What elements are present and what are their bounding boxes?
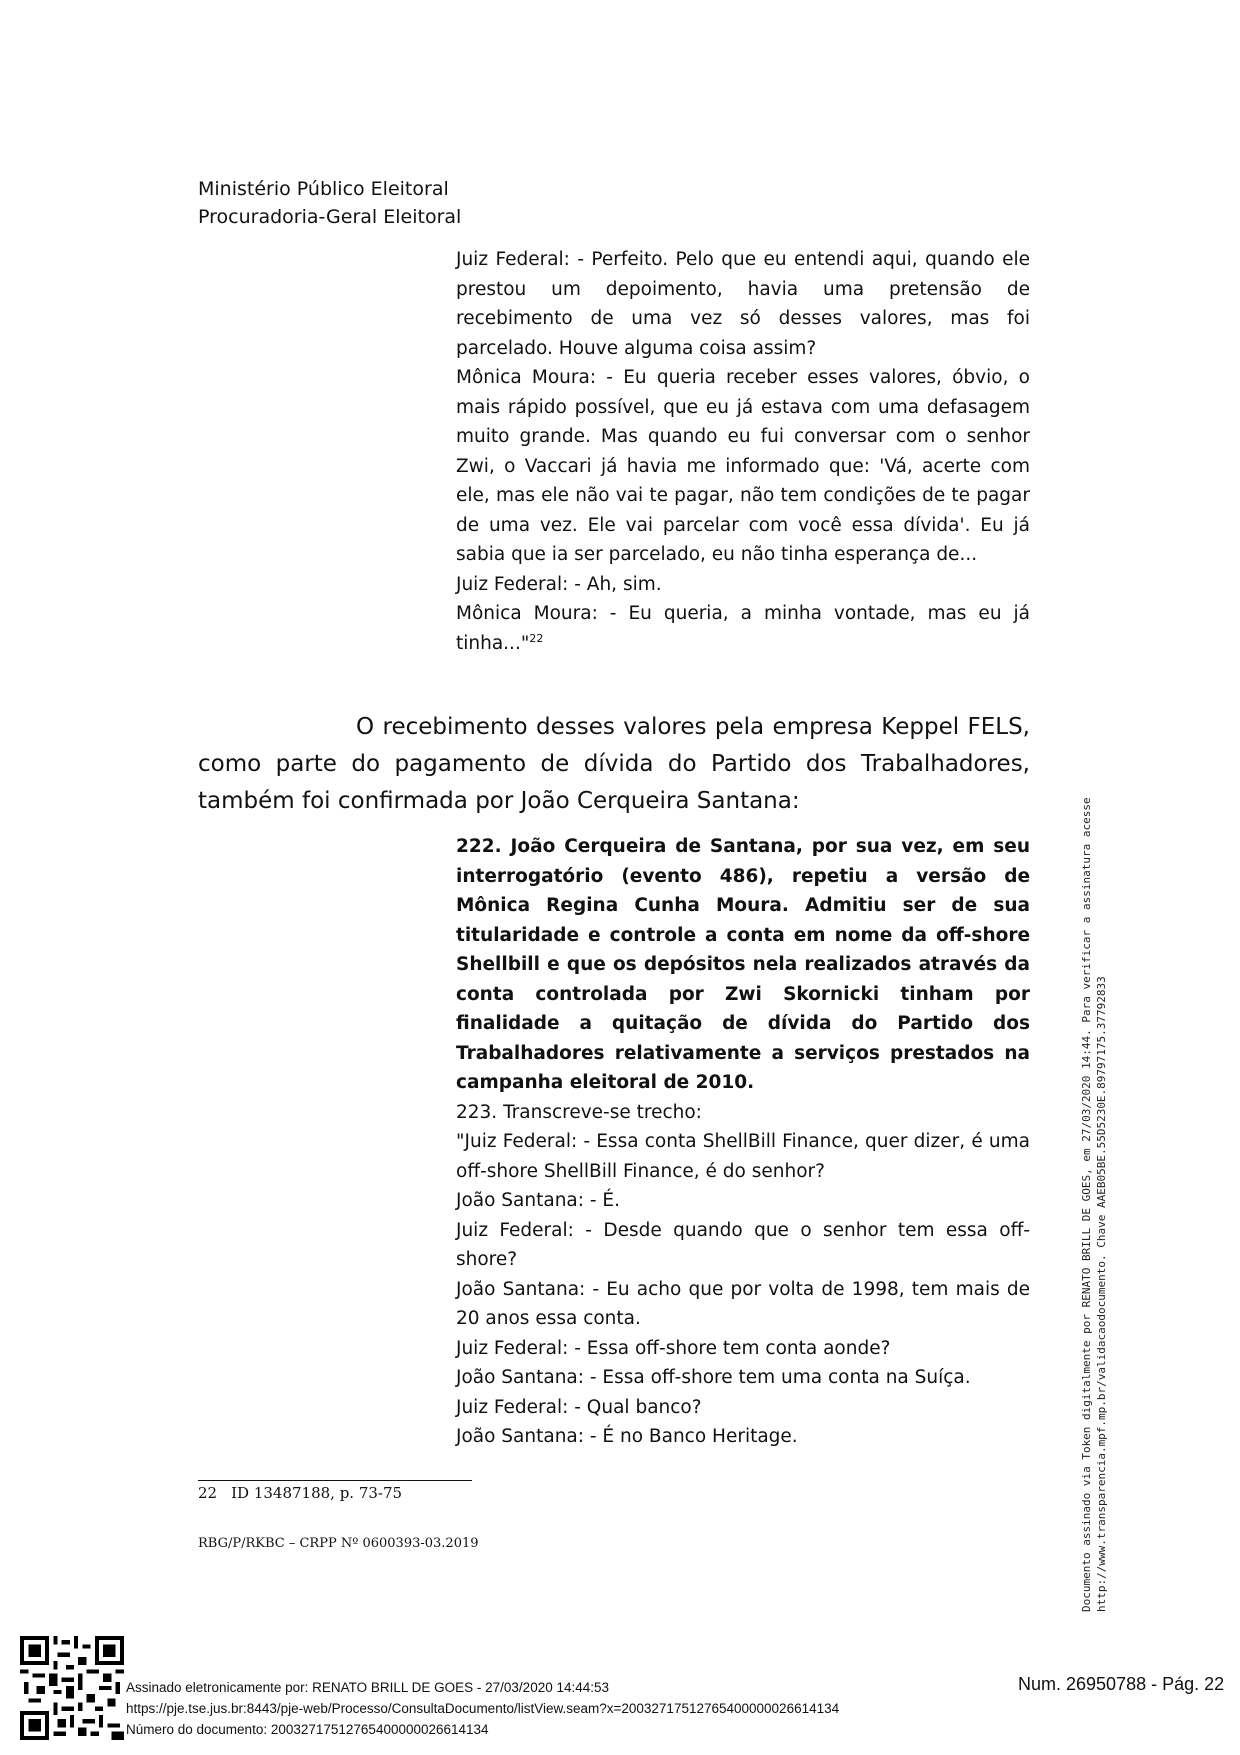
quote-line: Juiz Federal: - Desde quando que o senhor tem essa off-shore?: [456, 1219, 1030, 1270]
quote-paragraph: Juiz Federal: - Perfeito. Pelo que eu entendi aqui, quando ele prestou um depoimento, havia uma pretensão de recebimento de uma vez só desses valores, mas foi parcelado. Houve alguma coisa assim?: [456, 249, 1030, 359]
electronic-signature-info: [126, 1677, 839, 1740]
quote-paragraph: Mônica Moura: - Eu queria receber esses valores, óbvio, o mais rápido possível, que eu já estava com uma defasagem muito grande. Mas quando eu fui conversar com o senhor Zwi, o Vaccari já havia me informado que: 'Vá, acerte com ele, mas ele não vai te pagar, não tem condições de te pagar de uma vez. Ele vai parcelar com você essa dívida'. Eu já sabia que ia ser parcelado, eu não tinha esperança de...: [456, 367, 1030, 565]
qr-code-icon: [20, 1636, 124, 1740]
quote-line: "Juiz Federal: - Essa conta ShellBill Finance, quer dizer, é uma off-shore ShellBill Finance, é do senhor?: [456, 1131, 1030, 1182]
quote-line: Juiz Federal: - Essa off-shore tem conta aonde?: [456, 1337, 891, 1359]
footnote-reference: 22: [529, 631, 544, 645]
quote-bold-paragraph: 222. João Cerqueira de Santana, por sua vez, em seu interrogatório (evento 486), repetiu a versão de Mônica Regina Cunha Moura. Admitiu ser de sua titularidade e controle a conta em nome da off-shore Shellbill e que os depósitos nela realizados através da conta controlada por Zwi Skornicki tinham por finalidade a quitação de dívida do Partido dos Trabalhadores relativamente a serviços prestados na campanha eleitoral de 2010.: [456, 836, 1030, 1093]
document-number: Número do documento: 20032717512765400000026614134: [126, 1722, 489, 1737]
quote-line: Juiz Federal: - Qual banco?: [456, 1396, 702, 1418]
page-number: Num. 26950788 - Pág. 22: [1018, 1674, 1225, 1694]
testimony-quote-1: [456, 245, 1030, 658]
footnote: [198, 1484, 402, 1502]
testimony-quote-2: [456, 832, 1030, 1452]
stamp-line: Documento assinado via Token digitalmente por RENATO BRILL DE GOES, em 27/03/2020 14:44. Para verificar a assinatura acesse: [1080, 797, 1093, 1612]
quote-text: Mônica Moura: - Eu queria, a minha vontade, mas eu já tinha...": [456, 603, 1030, 654]
footnote-text: ID 13487188, p. 73-75: [231, 1484, 403, 1502]
footnote-number: 22: [198, 1484, 218, 1502]
body-paragraph: O recebimento desses valores pela empresa Keppel FELS, como parte do pagamento de dívida do Partido dos Trabalhadores, também foi confirmada por João Cerqueira Santana:: [198, 714, 1030, 814]
signature-url: https://pje.tse.jus.br:8443/pje-web/Processo/ConsultaDocumento/listView.seam?x=20032717512765400000026614134: [126, 1701, 840, 1716]
document-reference: RBG/P/RKBC – CRPP Nº 0600393-03.2019: [198, 1536, 479, 1551]
quote-line: João Santana: - Eu acho que por volta de 1998, tem mais de 20 anos essa conta.: [456, 1278, 1030, 1329]
stamp-line: http://www.transparencia.mpf.mp.br/validacaodocumento. Chave AAEB05BE.55D5230E.89797175.37792833: [1094, 976, 1108, 1612]
quote-line: João Santana: - É.: [456, 1190, 621, 1211]
header-department: Procuradoria-Geral Eleitoral: [198, 206, 462, 228]
document-header: [198, 175, 461, 231]
quote-paragraph: [456, 599, 1030, 658]
quote-line: João Santana: - Essa off-shore tem uma conta na Suíça.: [456, 1367, 971, 1388]
signature-stamp-vertical: [1080, 512, 1109, 1612]
quote-line: João Santana: - É no Banco Heritage.: [456, 1426, 798, 1447]
header-institution: Ministério Público Eleitoral: [198, 178, 449, 200]
quote-line: 223. Transcreve-se trecho:: [456, 1101, 702, 1123]
signed-by: Assinado eletronicamente por: RENATO BRILL DE GOES - 27/03/2020 14:44:53: [126, 1680, 610, 1695]
quote-paragraph: Juiz Federal: - Ah, sim.: [456, 573, 662, 595]
footnote-divider: [198, 1480, 472, 1481]
